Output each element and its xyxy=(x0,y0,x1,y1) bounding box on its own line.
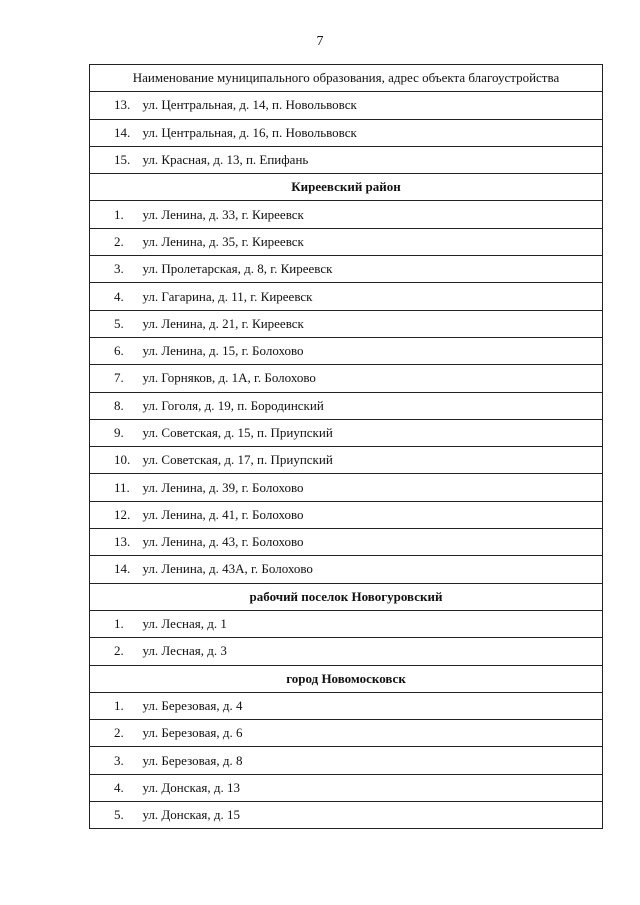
address-cell xyxy=(90,392,603,419)
address-cell xyxy=(90,638,603,665)
row-number: 4. xyxy=(114,288,124,304)
table-row xyxy=(90,774,603,801)
row-number: 15. xyxy=(114,152,131,168)
address-cell xyxy=(90,501,603,528)
row-number: 1. xyxy=(114,616,124,632)
address-text: ул. Лесная, д. 1 xyxy=(142,616,227,632)
table-row xyxy=(90,556,603,583)
table-row xyxy=(90,638,603,665)
section-row xyxy=(90,665,603,692)
address-text: ул. Советская, д. 15, п. Приупский xyxy=(142,425,333,440)
address-cell xyxy=(90,747,603,774)
section-row xyxy=(90,174,603,201)
address-text: ул. Березовая, д. 6 xyxy=(142,725,243,741)
address-text: ул. Ленина, д. 43А, г. Болохово xyxy=(142,561,313,577)
address-cell xyxy=(90,419,603,446)
table-row xyxy=(90,447,603,474)
address-text: ул. Пролетарская, д. 8, г. Киреевск xyxy=(142,261,333,277)
row-number: 1. xyxy=(114,697,124,713)
address-text: ул. Донская, д. 15 xyxy=(142,807,240,823)
address-text: ул. Ленина, д. 41, г. Болохово xyxy=(142,506,304,522)
page-number: 7 xyxy=(316,34,324,49)
address-cell xyxy=(90,256,603,283)
address-cell xyxy=(90,119,603,146)
section-row xyxy=(90,583,603,610)
address-cell xyxy=(90,447,603,474)
address-cell xyxy=(90,365,603,392)
address-cell xyxy=(90,692,603,719)
row-number: 7. xyxy=(114,370,124,386)
address-text: ул. Березовая, д. 4 xyxy=(142,697,243,713)
row-number: 8. xyxy=(114,397,124,413)
table-row xyxy=(90,692,603,719)
row-number: 5. xyxy=(114,315,124,331)
row-number: 14. xyxy=(114,561,131,577)
address-cell xyxy=(90,774,603,801)
address-text: ул. Ленина, д. 21, г. Киреевск xyxy=(142,315,304,331)
address-text: ул. Березовая, д. 8 xyxy=(142,752,243,768)
row-number: 14. xyxy=(114,124,131,140)
table-row xyxy=(90,146,603,173)
table-row xyxy=(90,474,603,501)
address-text: ул. Ленина, д. 15, г. Болохово xyxy=(142,343,304,359)
address-text: ул. Красная, д. 13, п. Епифань xyxy=(142,152,309,168)
address-text: ул. Советская, д. 17, п. Приупский xyxy=(142,452,333,468)
table-row xyxy=(90,720,603,747)
address-cell xyxy=(90,146,603,173)
table-row xyxy=(90,529,603,556)
table-row xyxy=(90,747,603,774)
table-row xyxy=(90,92,603,119)
address-text: ул. Ленина, д. 39, г. Болохово xyxy=(142,479,304,495)
address-cell xyxy=(90,610,603,637)
address-cell xyxy=(90,283,603,310)
table-header-row xyxy=(90,65,603,92)
row-number: 1. xyxy=(114,206,124,222)
section-title: рабочий поселок Новогуровский xyxy=(90,583,603,610)
address-text: ул. Ленина, д. 43, г. Болохово xyxy=(142,534,304,550)
row-number: 3. xyxy=(114,261,124,277)
table-row xyxy=(90,119,603,146)
address-cell xyxy=(90,474,603,501)
address-cell xyxy=(90,228,603,255)
table-row xyxy=(90,392,603,419)
address-text: ул. Лесная, д. 3 xyxy=(142,643,227,659)
table-row xyxy=(90,228,603,255)
row-number: 5. xyxy=(114,807,124,823)
row-number: 3. xyxy=(114,752,124,768)
address-cell xyxy=(90,529,603,556)
address-text: ул. Гоголя, д. 19, п. Бородинский xyxy=(142,397,324,413)
address-cell xyxy=(90,310,603,337)
address-text: ул. Горняков, д. 1А, г. Болохово xyxy=(142,370,316,386)
row-number: 2. xyxy=(114,725,124,741)
table-row xyxy=(90,283,603,310)
address-text: ул. Ленина, д. 35, г. Киреевск xyxy=(142,233,304,249)
table-row xyxy=(90,310,603,337)
address-text: ул. Ленина, д. 33, г. Киреевск xyxy=(142,206,304,222)
row-number: 10. xyxy=(114,452,131,468)
table-row xyxy=(90,256,603,283)
address-text: ул. Донская, д. 13 xyxy=(142,779,240,795)
row-number: 12. xyxy=(114,506,131,522)
address-cell xyxy=(90,720,603,747)
row-number: 6. xyxy=(114,343,124,359)
addresses-table xyxy=(89,64,603,829)
address-cell xyxy=(90,92,603,119)
table-row xyxy=(90,337,603,364)
section-title: Киреевский район xyxy=(90,174,603,201)
address-cell xyxy=(90,337,603,364)
address-text: ул. Центральная, д. 14, п. Новольвовск xyxy=(142,97,357,113)
section-title: город Новомосковск xyxy=(90,665,603,692)
address-cell xyxy=(90,201,603,228)
address-cell xyxy=(90,802,603,829)
table-row xyxy=(90,419,603,446)
table-row xyxy=(90,501,603,528)
table-row xyxy=(90,610,603,637)
address-text: ул. Гагарина, д. 11, г. Киреевск xyxy=(142,288,313,304)
table-row xyxy=(90,802,603,829)
row-number: 2. xyxy=(114,643,124,659)
table-row xyxy=(90,365,603,392)
table-header: Наименование муниципального образования, адрес объекта благоустройства xyxy=(90,65,603,92)
row-number: 9. xyxy=(114,425,124,440)
table-body xyxy=(90,65,603,829)
row-number: 11. xyxy=(114,479,130,495)
address-cell xyxy=(90,556,603,583)
row-number: 4. xyxy=(114,779,124,795)
row-number: 13. xyxy=(114,97,131,113)
row-number: 13. xyxy=(114,534,131,550)
table-row xyxy=(90,201,603,228)
address-text: ул. Центральная, д. 16, п. Новольвовск xyxy=(142,124,357,140)
row-number: 2. xyxy=(114,233,124,249)
